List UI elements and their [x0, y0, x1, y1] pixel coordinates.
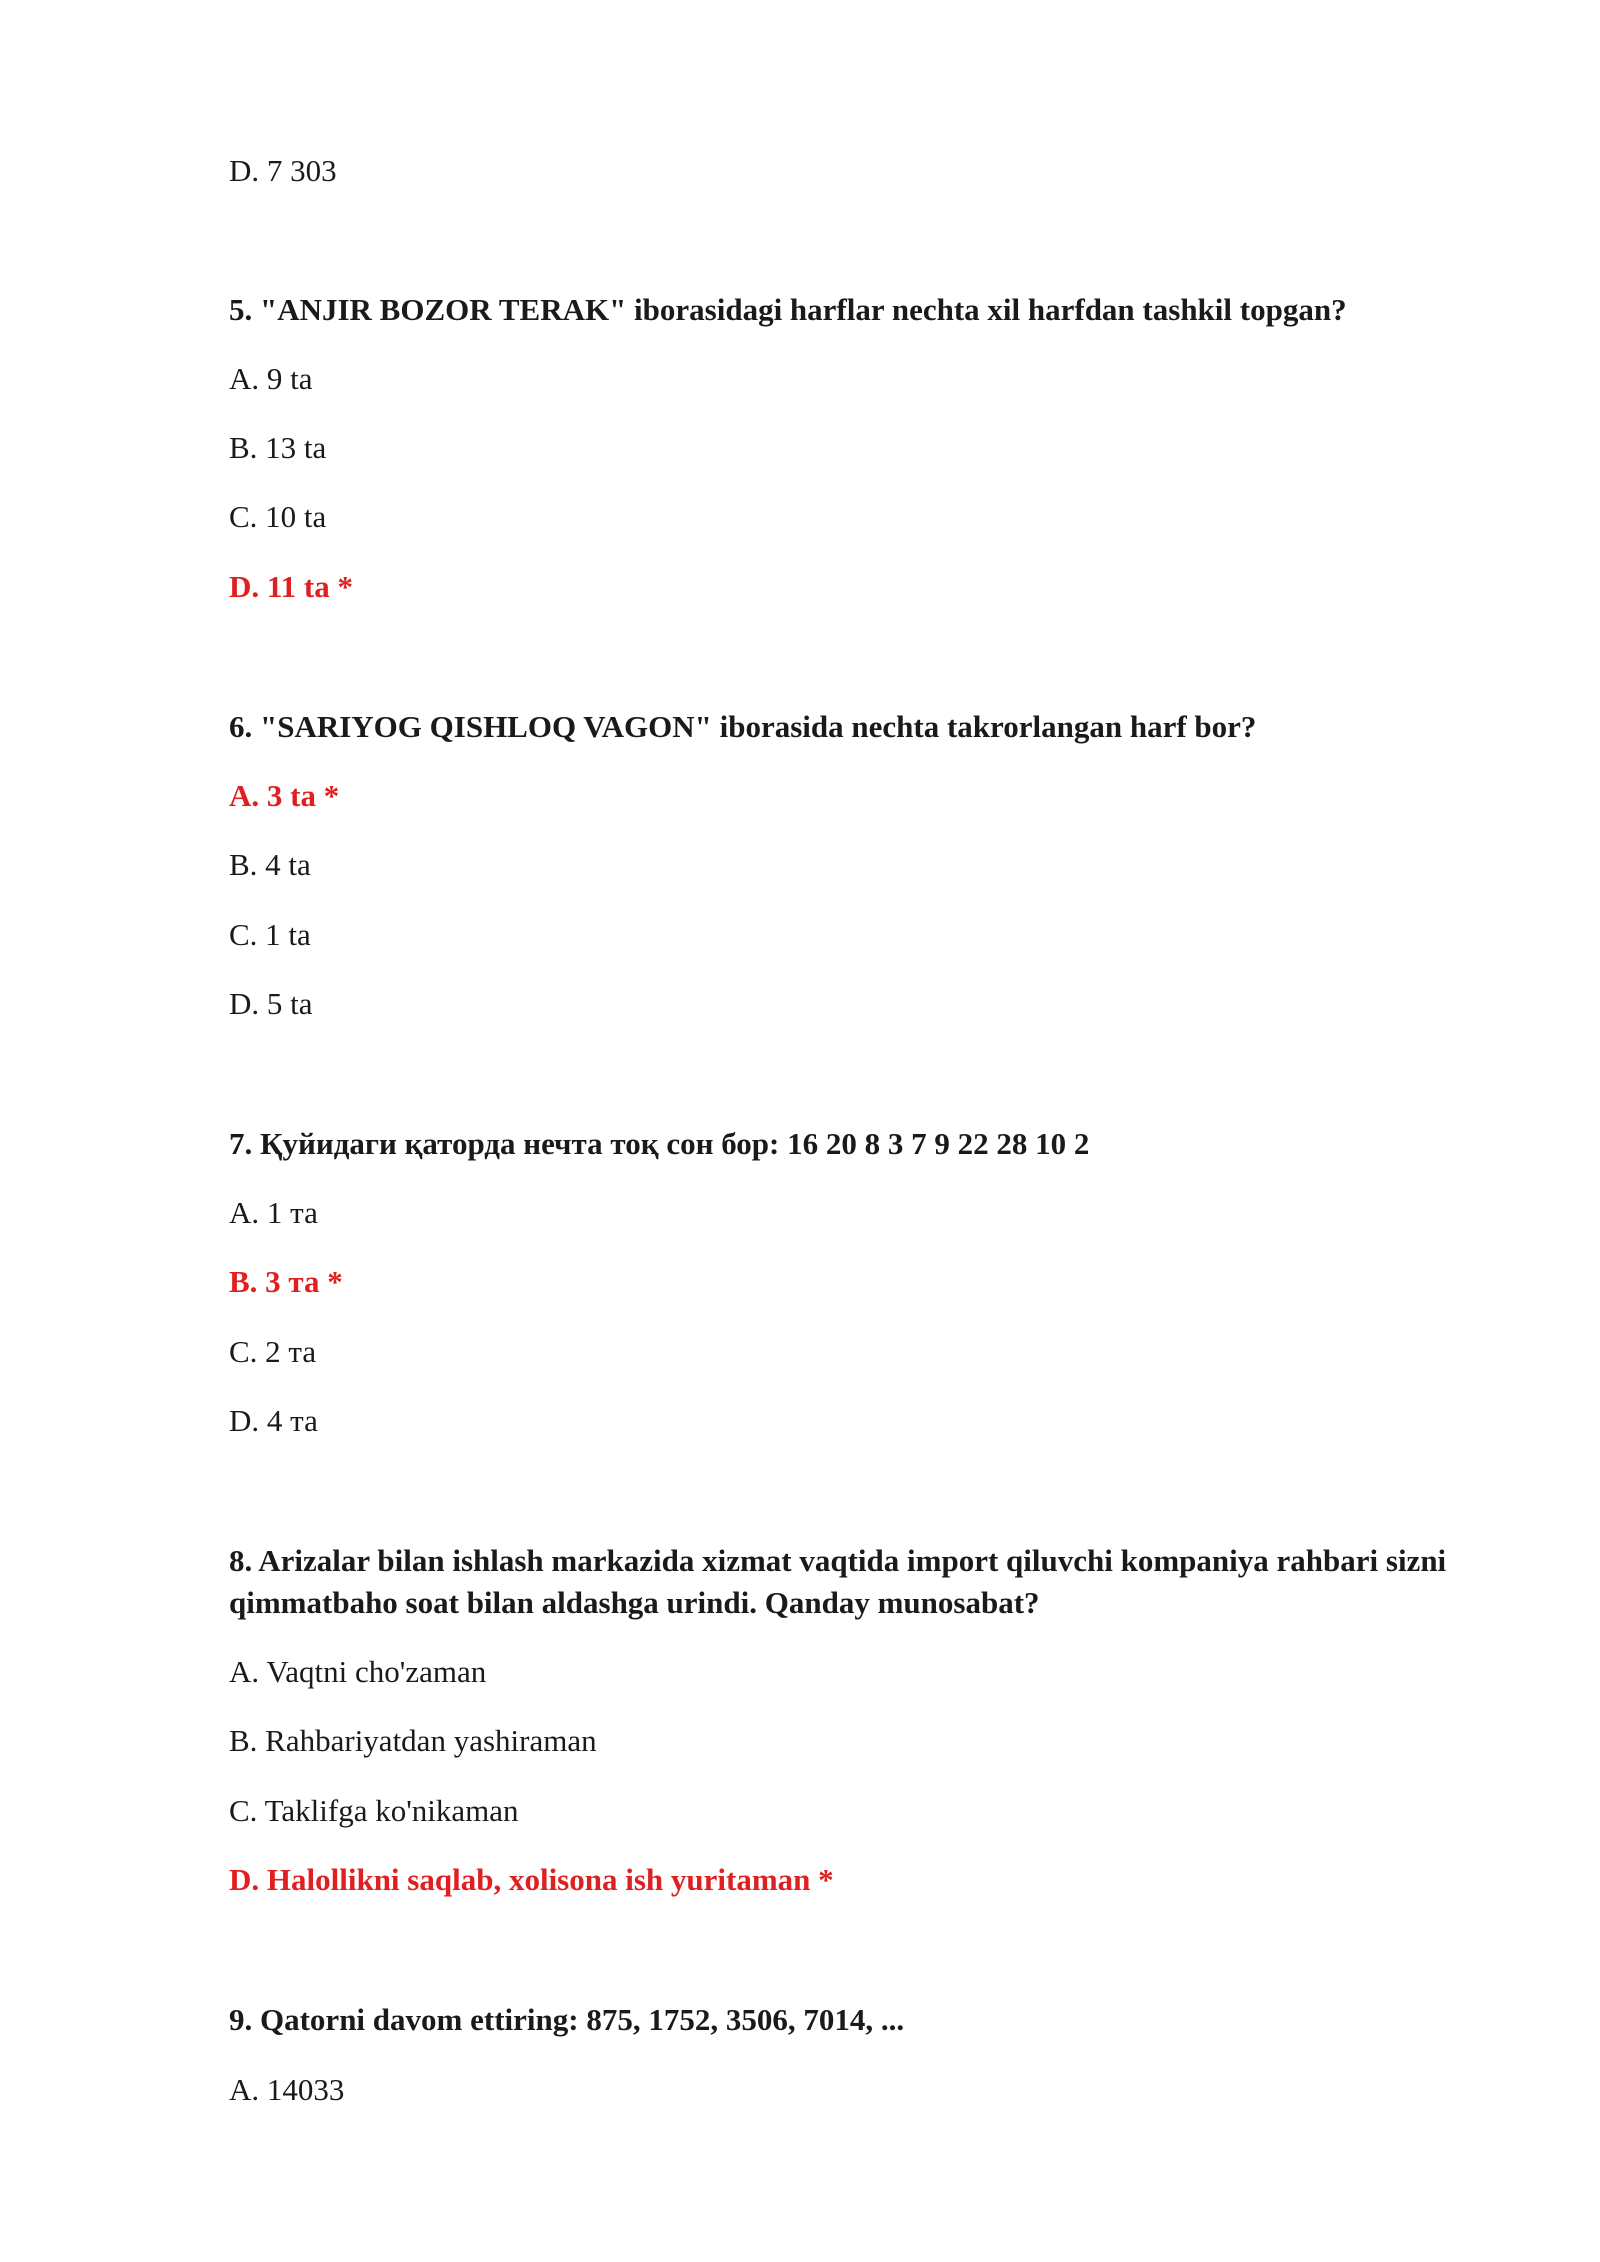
question-9: 9. Qatorni davom ettiring: 875, 1752, 3506, 7014, ...: [229, 2002, 905, 2037]
q4-option-d: D. 7 303: [229, 153, 337, 188]
q5-option-b: B. 13 ta: [229, 430, 327, 465]
q8-option-c: C. Taklifga ko'nikaman: [229, 1793, 519, 1828]
q7-option-b-correct: B. 3 та *: [229, 1264, 343, 1299]
q5-option-d-correct: D. 11 ta *: [229, 569, 353, 604]
q8-option-a: A. Vaqtni cho'zaman: [229, 1654, 487, 1689]
q5-option-a: A. 9 ta: [229, 361, 313, 396]
q5-option-c: C. 10 ta: [229, 499, 327, 534]
question-6: 6. "SARIYOG QISHLOQ VAGON" iborasida nechta takrorlangan harf bor?: [229, 709, 1257, 744]
question-5: 5. "ANJIR BOZOR TERAK" iborasidagi harflar nechta xil harfdan tashkil topgan?: [229, 292, 1347, 327]
q9-option-a: A. 14033: [229, 2072, 345, 2107]
q8-option-d-correct: D. Halollikni saqlab, xolisona ish yuritaman *: [229, 1862, 834, 1897]
q7-option-c: C. 2 та: [229, 1334, 317, 1369]
q6-option-c: C. 1 ta: [229, 917, 311, 952]
q6-option-a-correct: A. 3 ta *: [229, 778, 340, 813]
q7-option-d: D. 4 та: [229, 1403, 318, 1438]
q6-option-b: B. 4 ta: [229, 847, 311, 882]
q6-option-d: D. 5 ta: [229, 986, 313, 1021]
q7-option-a: A. 1 та: [229, 1195, 318, 1230]
question-7: 7. Қуйидаги қаторда нечта тоқ сон бор: 16 20 8 3 7 9 22 28 10 2: [229, 1126, 1090, 1161]
q8-option-b: B. Rahbariyatdan yashiraman: [229, 1723, 597, 1758]
question-8: 8. Arizalar bilan ishlash markazida xizmat vaqtida import qiluvchi kompaniya rahbari sizni qimmatbaho soat bilan aldashga urindi. Qanday munosabat?: [229, 1543, 1447, 1620]
